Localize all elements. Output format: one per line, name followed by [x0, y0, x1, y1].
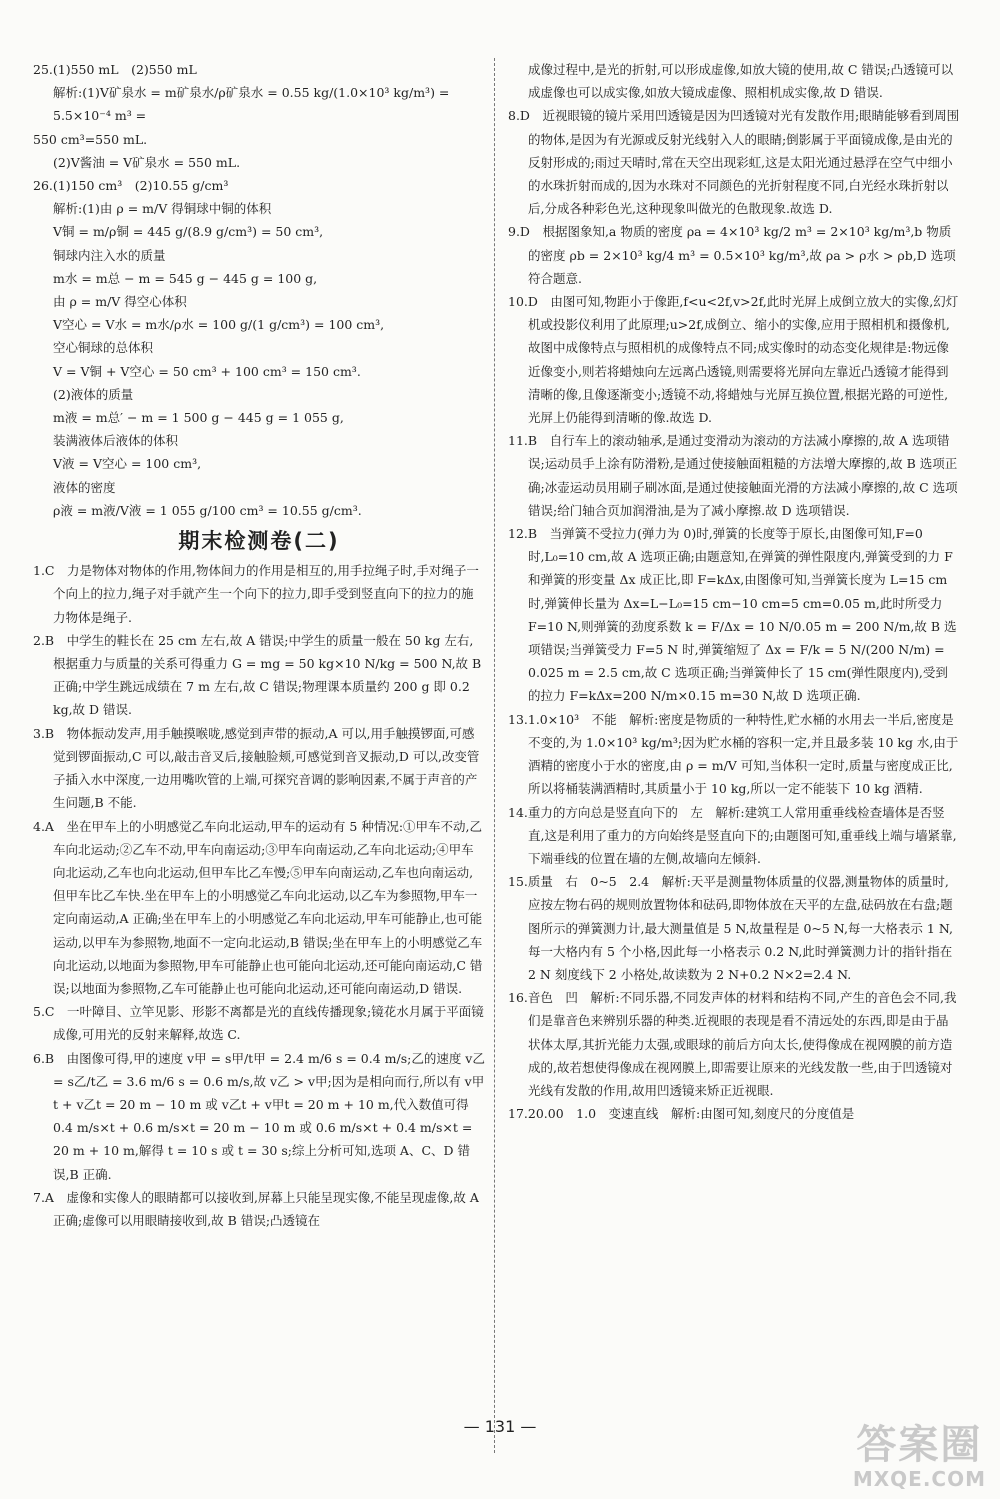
answer-paragraph: 17.20.00 1.0 变速直线 解析:由图可知,刻度尺的分度值是: [508, 1106, 855, 1122]
answer-paragraph: 550 cm³=550 mL.: [33, 131, 148, 147]
answer-paragraph: ρ液 = m液/V液 = 1 055 g/100 cm³ = 10.55 g/cm³.: [53, 502, 362, 518]
answer-paragraph: 液体的密度: [53, 479, 116, 495]
answer-paragraph: 26.(1)150 cm³ (2)10.55 g/cm³: [33, 178, 229, 194]
answer-paragraph: 13.1.0×10³ 不能 解析:密度是物质的一种特性,贮水桶的水用去一半后,密度是不变的,为 1.0×10³ kg/m³;因为贮水桶的容积一定,并且最多装 10 kg 水,由于酒精的密度小于水的密度,由 ρ = m/V 可知,当体积一定时,质量与密度成正比,所以将桶装满酒精时,其质量小于 10 kg,所以一定不能装下 10 kg 酒精.: [508, 711, 959, 797]
column-divider: [494, 58, 495, 1453]
answer-paragraph: 6.B 由图像可得,甲的速度 v甲 = s甲/t甲 = 2.4 m/6 s = 0.4 m/s;乙的速度 v乙 = s乙/t乙 = 3.6 m/6 s = 0.6 m/s,故 v乙 > v甲;因为是相向而行,所以有 v甲t + v乙t = 20 m − 10 m 或 v乙t + v甲t = 20 m + 10 m,代入数值可得 0.4 m/s×t + 0.6 m/s×t = 20 m − 10 m 或 0.6 m/s×t + 0.4 m/s×t = 20 m + 10 m,解得 t = 10 s 或 t = 30 s;综上分析可知,选项 A、C、D 错误,B 正确.: [33, 1050, 485, 1182]
left-column: [33, 58, 485, 1232]
answer-paragraph: 10.D 由图可知,物距小于像距,f<u<2f,v>2f,此时光屏上成倒立放大的实像,幻灯机或投影仪利用了此原理;u>2f,成倒立、缩小的实像,应用于照相机和摄像机,故图中成像特点与照相机的成像特点不同;成实像时的动态变化规律是:物远像近像变小,则若将蜡烛向左远离凸透镜,则需要将光屏向左靠近凸透镜才能得到清晰的像,且像逐渐变小;透镜不动,将蜡烛与光屏互换位置,根据光路的可逆性,光屏上仍能得到清晰的像.故选 D.: [508, 294, 959, 426]
answer-paragraph: 装满液体后液体的体积: [53, 433, 179, 449]
answer-paragraph: m液 = m总′ − m = 1 500 g − 445 g = 1 055 g,: [53, 410, 344, 426]
answer-paragraph: 2.B 中学生的鞋长在 25 cm 左右,故 A 错误;中学生的质量一般在 50 kg 左右,根据重力与质量的关系可得重力 G = mg = 50 kg×10 N/kg = 500 N,故 B 正确;中学生跳远成绩在 7 m 左右,故 C 错误;物理课本质量约 200 g 即 0.2 kg,故 D 错误.: [33, 632, 482, 718]
answer-paragraph: m水 = m总 − m = 545 g − 445 g = 100 g,: [53, 270, 318, 286]
answer-paragraph: 解析:(1)V矿泉水 = m矿泉水/ρ矿泉水 = 0.55 kg/(1.0×10³ kg/m³) = 5.5×10⁻⁴ m³ =: [53, 85, 450, 124]
answer-paragraph: (2)V酱油 = V矿泉水 = 550 mL.: [53, 154, 241, 170]
section-title: 期末检测卷(二): [178, 529, 340, 554]
watermark-text: 答案圈: [856, 1422, 983, 1468]
answer-paragraph: 11.B 自行车上的滚动轴承,是通过变滑动为滚动的方法减小摩擦的,故 A 选项错误;运动员手上涂有防滑粉,是通过使接触面粗糙的方法增大摩擦的,故 B 选项正确;冰壶运动员用刷子刷冰面,是通过使接触面光滑的方法减小摩擦的,故 C 选项错误;给门轴合页加润滑油,是为了减小摩擦.故 D 选项错误.: [508, 433, 958, 518]
page-number: — 131 —: [463, 1417, 537, 1436]
answer-paragraph: V液 = V空心 = 100 cm³,: [53, 456, 202, 472]
answer-paragraph: V空心 = V水 = m水/ρ水 = 100 g/(1 g/cm³) = 100 cm³,: [53, 317, 385, 333]
answer-paragraph: 4.A 坐在甲车上的小明感觉乙车向北运动,甲车的运动有 5 种情况:①甲车不动,乙车向北运动;②乙车不动,甲车向南运动;③甲车向南运动,乙车向北运动;④甲车向北运动,乙车也向北运动,但甲车比乙车慢;⑤甲车向南运动,乙车也向南运动,但甲车比乙车快.坐在甲车上的小明感觉乙车向北运动,以乙车为参照物,甲车一定向南运动,A 正确;坐在甲车上的小明感觉乙车向北运动,甲车可能静止,也可能运动,以甲车为参照物,地面不一定向北运动,B 错误;坐在甲车上的小明感觉乙车向北运动,以地面为参照物,甲车可能静止也可能向北运动,还可能向南运动,C 错误;以地面为参照物,乙车可能静止也可能向北运动,还可能向南运动,D 错误.: [33, 818, 483, 996]
answer-paragraph: 14.重力的方向总是竖直向下的 左 解析:建筑工人常用重垂线检查墙体是否竖直,这是利用了重力的方向始终是竖直向下的;由题图可知,重垂线上端与墙紧靠,下端垂线的位置在墙的左侧,故墙向左倾斜.: [508, 804, 957, 866]
answer-paragraph: 25.(1)550 mL (2)550 mL: [33, 62, 197, 77]
answer-paragraph: 3.B 物体振动发声,用手触摸喉咙,感觉到声带的振动,A 可以,用手触摸锣面,可感觉到锣面振动,C 可以,敲击音叉后,接触脸颊,可感觉到音叉振动,D 可以,改变管子插入水中深度,一边用嘴吹管的上端,可探究音调的影响因素,不属于声音的产生问题,B 不能.: [33, 725, 480, 811]
answer-paragraph: 铜球内注入水的质量: [53, 247, 166, 263]
answer-paragraph: 由 ρ = m/V 得空心体积: [53, 294, 187, 310]
answer-paragraph: V铜 = m/ρ铜 = 445 g/(8.9 g/cm³) = 50 cm³,: [53, 224, 324, 240]
answer-paragraph: 9.D 根据图象知,a 物质的密度 ρa = 4×10³ kg/2 m³ = 2×10³ kg/m³,b 物质的密度 ρb = 2×10³ kg/4 m³ = 0.5×10³ kg/m³,故 ρa > ρ水 > ρb,D 选项符合题意.: [508, 224, 956, 286]
right-column: [508, 58, 960, 1125]
answer-paragraph: 1.C 力是物体对物体的作用,物体间力的作用是相互的,用手拉绳子时,手对绳子一个向上的拉力,绳子对手就产生一个向下的拉力,即手受到竖直向下的拉力的施力物体是绳子.: [33, 563, 479, 625]
answer-paragraph: 5.C 一叶障目、立竿见影、形影不离都是光的直线传播现象;镜花水月属于平面镜成像,可用光的反射来解释,故选 C.: [33, 1004, 484, 1043]
answer-paragraph: 成像过程中,是光的折射,可以形成虚像,如放大镜的使用,故 C 错误;凸透镜可以成虚像也可以成实像,如放大镜成虚像、照相机成实像,故 D 错误.: [528, 62, 954, 101]
answer-paragraph: 空心铜球的总体积: [53, 340, 154, 356]
answer-paragraph: 8.D 近视眼镜的镜片采用凹透镜是因为凹透镜对光有发散作用;眼睛能够看到周围的物体,是因为有光源或反射光线射入人的眼睛;倒影属于平面镜成像,是由光的反射形成的;雨过天晴时,常在天空出现彩虹,这是太阳光通过悬浮在空气中细小的水珠折射而成的,因为水珠对不同颜色的光折射程度不同,白光经水珠折射以后,分成各种彩色光,这种现象叫做光的色散现象.故选 D.: [508, 108, 960, 217]
answer-paragraph: 12.B 当弹簧不受拉力(弹力为 0)时,弹簧的长度等于原长,由图像可知,F=0 时,L₀=10 cm,故 A 选项正确;由题意知,在弹簧的弹性限度内,弹簧受到的力 F 和弹簧的形变量 Δx 成正比,即 F=kΔx,由图像可知,当弹簧长度为 L=15 cm 时,弹簧伸长量为 Δx=L−L₀=15 cm−10 cm=5 cm=0.05 m,此时所受力 F=10 N,则弹簧的劲度系数 k = F/Δx = 10 N/0.05 m = 200 N/m,故 B 选项错误;当弹簧受力 F=5 N 时,弹簧缩短了 Δx = F/k = 5 N/(200 N/m) = 0.025 m = 2.5 cm,故 C 选项正确;当弹簧伸长了 15 cm(弹性限度内),受到的拉力 F=kΔx=200 N/m×0.15 m=30 N,故 D 选项正确.: [508, 526, 957, 704]
watermark-site: MXQE.COM: [852, 1467, 986, 1491]
answer-paragraph: 15.质量 右 0~5 2.4 解析:天平是测量物体质量的仪器,测量物体的质量时,应按左物右码的规则放置物体和砝码,即物体放在天平的左盘,砝码放在右盘;题图所示的弹簧测力计,最大测量值是 5 N,故量程是 0~5 N,每一大格表示 1 N,每一大格内有 5 个小格,因此每一小格表示 0.2 N,此时弹簧测力计的指针指在 2 N 刻度线下 2 小格处,故读数为 2 N+0.2 N×2=2.4 N.: [508, 874, 953, 982]
watermark-logo: [853, 1423, 986, 1491]
answer-paragraph: 7.A 虚像和实像人的眼睛都可以接收到,屏幕上只能呈现实像,不能呈现虚像,故 A 正确;虚像可以用眼睛接收到,故 B 错误;凸透镜在: [33, 1189, 479, 1228]
answer-paragraph: 16.音色 凹 解析:不同乐器,不同发声体的材料和结构不同,产生的音色会不同,我们是靠音色来辨别乐器的种类.近视眼的表现是看不清远处的东西,即是由于晶状体太厚,其折光能力太强,或眼球的前后方向太长,使得像成在视网膜的前方造成的,故若想使得像成在视网膜上,即需要让原来的光线发散一些,由于凹透镜对光线有发散的作用,故用凹透镜来矫正近视眼.: [508, 990, 957, 1098]
answer-paragraph: V = V铜 + V空心 = 50 cm³ + 100 cm³ = 150 cm³.: [53, 363, 361, 379]
answer-paragraph: (2)液体的质量: [53, 386, 134, 402]
answer-paragraph: 解析:(1)由 ρ = m/V 得铜球中铜的体积: [53, 201, 272, 217]
